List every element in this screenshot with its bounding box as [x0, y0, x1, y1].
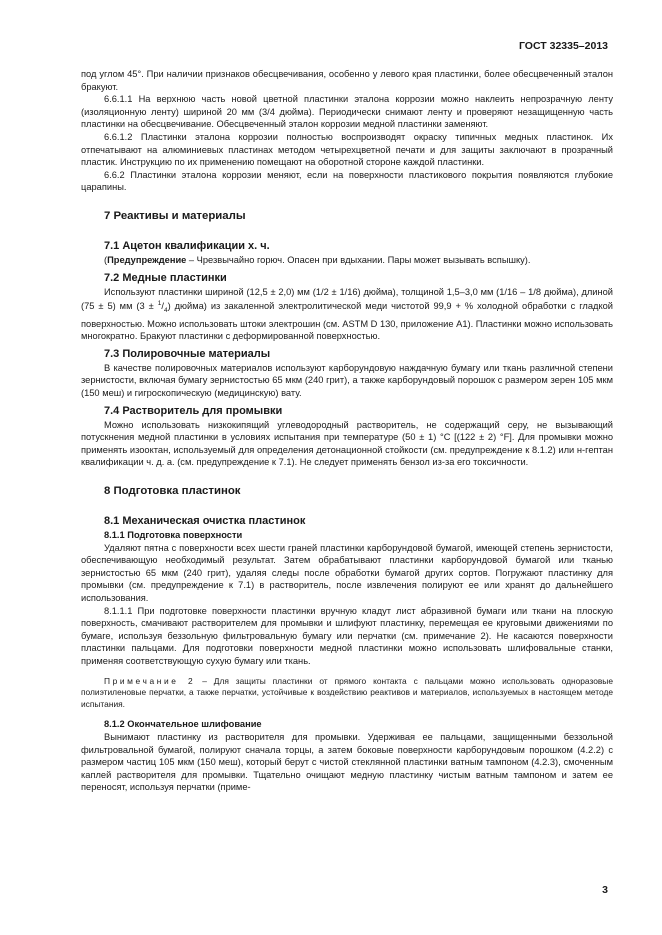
- section-7-heading: 7 Реактивы и материалы: [104, 209, 246, 222]
- page-content: [81, 68, 613, 794]
- paragraph-7-1-warning: [81, 254, 613, 267]
- paragraph-7-4: Можно использовать низкокипящий углеводородный растворитель, не содержащий серу, не вызывающий потускнения медной пластинки в условиях испытания при температуре (50 ± 1) °С [(122 ± 2) °F]. Для промывки можно применять изооктан, используемый для определения детонационной стойкости (см. предупреждение к 8.1.2) или н-гептан квалификации ч. д. а. (см. предупреждение к 7.1). Не следует применять бензол из-за его токсичности.: [81, 419, 613, 468]
- section-8-1-1-heading: 8.1.1 Подготовка поверхности: [104, 530, 243, 541]
- text-part-b: ) дюйма) из закаленной электролитической меди чистотой 99,9 + % холодной обработки с гладкой поверхностью. Можно использовать штоки электрошин (см. ASTM D 130, приложение А1). Пластинки можно использовать многократно. Бракуют пластинки с деформированной поверхностью.: [81, 301, 614, 342]
- paren-open: (: [104, 254, 108, 265]
- section-8-1-heading: 8.1 Механическая очистка пластинок: [104, 515, 306, 528]
- paragraph-8-1-1: Удаляют пятна с поверхности всех шести граней пластинки карборундовой бумагой, имеющей степень зернистости, обеспечивающую необходимый результат. Затем обрабатывают пластинки карборундовой бумагой или тканью зернистостью 65 мкм (240 грит), удаляя следы после обработки бумагой других сортов. Погружают пластинку для промывки (см. предупреждение к 7.1) в растворитель, после извлечения полируют ее или хранят до дальнейшего использования.: [81, 542, 613, 603]
- paragraph-7-3: В качестве полировочных материалов используют карборундовую наждачную бумагу или ткань различной степени зернистости, включая бумагу зернистостью 65 мкм (240 грит), а также карборундовый порошок с размером зерен 105 мкм (150 меш) и гигроскопическую (медицинскую) вату.: [81, 362, 613, 399]
- document-id-header: ГОСТ 32335–2013: [518, 40, 608, 52]
- text-part-a: Используют пластинки шириной (12,5 ± 2,0) мм (1/2 ± 1/16) дюйма), толщиной 1,5–3,0 мм (1/16 – 1/8 дюйма), длиной (75 ± 5) мм (3 ±: [81, 286, 613, 312]
- fraction-numerator: 1: [157, 300, 162, 308]
- section-8-1-2-heading: 8.1.2 Окончательное шлифование: [104, 719, 262, 730]
- paragraph-6-6-1-2: 6.6.1.2 Пластинки эталона коррозии полностью воспроизводят окраску типичных медных пластинок. Их отпечатывают на алюминиевых пластинах методом четырехцветной печати и для защиты заключают в прозрачный пластик. Инструкцию по их применению помещают на оборотной стороне каждой пластинки.: [81, 131, 613, 168]
- warning-label: Предупреждение: [107, 254, 187, 265]
- note-text: – Для защиты пластинки от прямого контакта с пальцами можно использовать одноразовые полиэтиленовые перчатки, а также перчатки, устойчивые к воздействию реактивов и материалов, используемых в настоящем методе испытания.: [81, 675, 613, 709]
- section-7-3-heading: 7.3 Полировочные материалы: [104, 347, 271, 360]
- warning-text: – Чрезвычайно горюч. Опасен при вдыхании. Пары может вызывать вспышку).: [186, 254, 531, 265]
- section-8-heading: 8 Подготовка пластинок: [104, 485, 241, 498]
- paragraph-6-6-1-1: 6.6.1.1 На верхнюю часть новой цветной пластинки эталона коррозии можно наклеить непрозрачную ленту (изоляционную ленту) шириной 20 мм (3/4 дюйма). Периодически снимают ленту и проверяют незащищенную часть пластинки на обесцвечивание. Обесцвеченный эталон коррозии медной пластинки заменяют.: [81, 94, 613, 130]
- paragraph-continuation: под углом 45°. При наличии признаков обесцвечивания, особенно у левого края пластинки, более обесцвеченный эталон бракуют.: [81, 69, 613, 92]
- section-7-2-heading: 7.2 Медные пластинки: [104, 271, 227, 284]
- fraction-denominator: 4: [163, 307, 168, 315]
- section-7-1-heading: 7.1 Ацетон квалификации х. ч.: [104, 239, 270, 252]
- page-number: 3: [602, 884, 608, 896]
- paragraph-8-1-2: Вынимают пластинку из растворителя для промывки. Удерживая ее пальцами, защищенными беззольной фильтровальной бумагой, полируют сначала торцы, а затем боковые поверхности карборундовым порошком (4.2.2) с размером частиц 105 мкм (150 меш), который берут с чистой стеклянной пластинки ватным тампоном (4.2.3), смоченным каплей растворителя для промывки. Тщательно очищают медную пластинку чистым ватным тампоном и затем ее переносят, используя перчатки (приме-: [81, 731, 613, 793]
- fraction-slash: /: [161, 301, 164, 312]
- paragraph-7-2: [81, 286, 613, 343]
- paragraph-6-6-2: 6.6.2 Пластинки эталона коррозии меняют, если на поверхности пластикового покрытия появляются глубокие царапины.: [81, 169, 613, 193]
- section-7-4-heading: 7.4 Растворитель для промывки: [104, 404, 283, 417]
- paragraph-8-1-1-1: 8.1.1.1 При подготовке поверхности пластинки вручную кладут лист абразивной бумаги или ткани на плоскую поверхность, смачивают растворителем для промывки и шлифуют пластинку, перемещая ее круговыми движениями по бумаге, используя беззольную фильтровальную бумагу или перчатки (см. примечание 2). Не касаются поверхности пластинки пальцами. Для подготовки поверхности медной пластинки можно использовать шлифовальные станки, применяя соответствующую сухую бумагу или ткань.: [81, 605, 613, 666]
- note-label: Примечание 2: [104, 675, 196, 686]
- note-2: [81, 676, 613, 711]
